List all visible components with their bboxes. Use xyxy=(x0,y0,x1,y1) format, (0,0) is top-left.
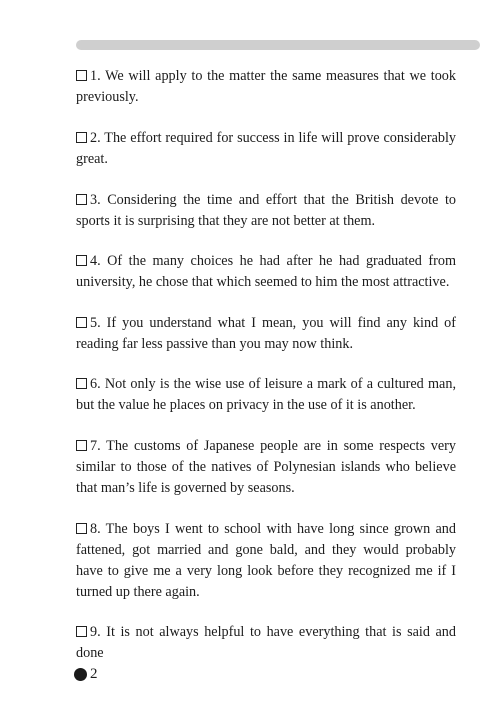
exercise-text: 4. Of the many choices he had after he had graduated from university, he chose that which seemed to him the most attractive. xyxy=(76,253,456,290)
exercise-text: 7. The customs of Japanese people are in some respects very similar to those of the natives of Polynesian islands who believe that man’s life is governed by seasons. xyxy=(76,438,456,496)
checkbox-icon[interactable] xyxy=(76,317,87,328)
exercise-text: 1. We will apply to the matter the same measures that we took previously. xyxy=(76,68,456,105)
bullet-dot-icon xyxy=(74,668,87,681)
exercise-text: 8. The boys I went to school with have long since grown and fattened, got married and gone bald, and they would probably have to give me a very long look before they recognized me if I turned up there again. xyxy=(76,521,456,600)
page-footer xyxy=(74,667,98,682)
exercise-text: 9. It is not always helpful to have everything that is said and done xyxy=(76,624,456,661)
checkbox-icon[interactable] xyxy=(76,70,87,81)
exercise-text: 5. If you understand what I mean, you will find any kind of reading far less passive than you may now think. xyxy=(76,315,456,352)
checkbox-icon[interactable] xyxy=(76,626,87,637)
exercise-item-9 xyxy=(76,622,456,664)
checkbox-icon[interactable] xyxy=(76,378,87,389)
checkbox-icon[interactable] xyxy=(76,523,87,534)
checkbox-icon[interactable] xyxy=(76,194,87,205)
checkbox-icon[interactable] xyxy=(76,440,87,451)
exercise-item-7 xyxy=(76,436,456,499)
exercise-item-6 xyxy=(76,374,456,416)
exercise-item-5 xyxy=(76,313,456,355)
exercise-item-8 xyxy=(76,519,456,603)
exercise-item-3 xyxy=(76,190,456,232)
exercise-text: 3. Considering the time and effort that the British devote to sports it is surprising that they are not better at them. xyxy=(76,192,456,229)
checkbox-icon[interactable] xyxy=(76,255,87,266)
exercise-item-2 xyxy=(76,128,456,170)
exercise-item-4 xyxy=(76,251,456,293)
checkbox-icon[interactable] xyxy=(76,132,87,143)
exercise-text: 6. Not only is the wise use of leisure a mark of a cultured man, but the value he places on privacy in the use of it is another. xyxy=(76,376,456,413)
exercise-item-1 xyxy=(76,66,456,108)
header-divider-bar xyxy=(76,40,480,50)
page-number: 2 xyxy=(90,666,98,682)
exercise-text: 2. The effort required for success in life will prove considerably great. xyxy=(76,130,456,167)
